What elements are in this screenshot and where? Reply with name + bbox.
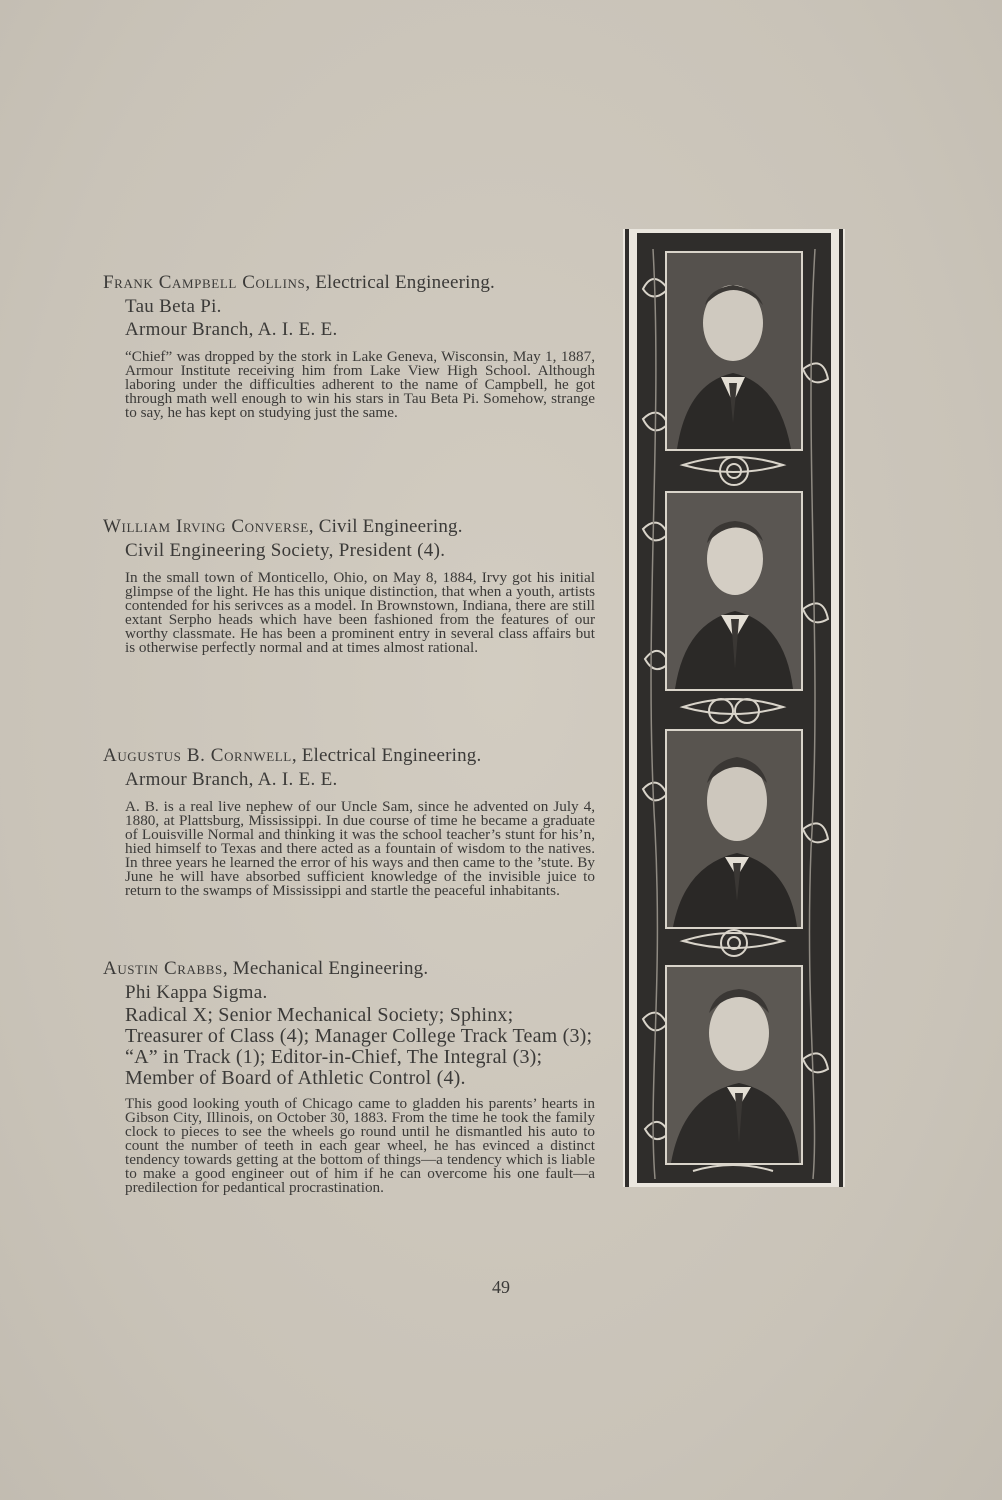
portrait-photo bbox=[665, 965, 803, 1165]
portrait-silhouette bbox=[667, 967, 801, 1163]
portrait-photo bbox=[665, 251, 803, 451]
entry-heading bbox=[103, 958, 595, 980]
department: , Mechanical Engineering. bbox=[222, 958, 429, 979]
portrait-silhouette bbox=[667, 253, 801, 449]
honor: Armour Branch, A. I. E. E. bbox=[125, 769, 338, 790]
entry-heading bbox=[103, 516, 595, 538]
portrait-photo bbox=[665, 729, 803, 929]
department: , Civil Engineering. bbox=[308, 516, 463, 537]
entry-austin-crabbs bbox=[103, 958, 595, 1195]
student-name: Frank Campbell Collins bbox=[103, 272, 306, 293]
entry-heading bbox=[103, 745, 595, 767]
honor: Civil Engineering Society, President (4). bbox=[125, 540, 446, 561]
student-name: Augustus B. Cornwell bbox=[103, 745, 292, 766]
honor: Phi Kappa Sigma. bbox=[125, 982, 268, 1003]
entry-william-converse bbox=[103, 516, 595, 655]
biography: This good looking youth of Chicago came to gladden his parents’ hearts in Gibson City, Illinois, on October 30, 1883. From the time he took the family clock to pieces to see the wheels go round until he dismantled his auto to count the number of teeth in each gear wheel, he has evinced a distinct tendency towards getting at the bottom of things—a tendency which is liable to make a good engineer out of him if he can overcome his one fault—a predilection for pedantical procrastination. bbox=[125, 1095, 595, 1196]
honor-list: Radical X; Senior Mechanical Society; Sphinx; Treasurer of Class (4); Manager College Track Team (3); “A” in Track (1); Editor-in-Chief, The Integral (3); Member of Board of Athletic Control (4). bbox=[125, 1004, 593, 1089]
entry-frank-collins bbox=[103, 272, 595, 420]
department: , Electrical Engineering. bbox=[305, 272, 495, 293]
honor: Armour Branch, A. I. E. E. bbox=[125, 319, 338, 340]
entry-augustus-cornwell bbox=[103, 745, 595, 898]
portrait-silhouette bbox=[667, 731, 801, 927]
portrait-silhouette bbox=[667, 493, 801, 689]
department: , Electrical Engineering. bbox=[291, 745, 482, 766]
biography: “Chief” was dropped by the stork in Lake Geneva, Wisconsin, May 1, 1887, Armour Institute receiving him from Lake View High School. Although laboring under the difficulties adherent to the name of Campbell, he got through math well enough to win his stars in Tau Beta Pi. Somehow, strange to say, he has kept on studying just the same. bbox=[125, 348, 595, 421]
entry-heading bbox=[103, 272, 595, 294]
portrait-strip bbox=[623, 229, 845, 1187]
portrait-photo bbox=[665, 491, 803, 691]
biography: A. B. is a real live nephew of our Uncle Sam, since he advented on July 4, 1880, at Plattsburg, Mississippi. In due course of time he became a graduate of Louisville Normal and thinking it was the school teacher’s stunt for his’n, hied himself to Texas and there acted as a fountain of wisdom to the natives. In three years he learned the error of his ways and then came to the ’stute. By June he will have absorbed sufficient knowledge of the invisible juice to return to the swamps of Mississippi and startle the peaceful inhabitants. bbox=[125, 798, 595, 899]
student-name: Austin Crabbs bbox=[103, 958, 223, 979]
biography: In the small town of Monticello, Ohio, on May 8, 1884, Irvy got his initial glimpse of the light. He has this unique distinction, that when a youth, artists contended for his serivces as a model. In Brownstown, Indiana, there are still extant Serpho heads which have been fashioned from the features of our worthy classmate. He has been a prominent entry in several class affairs but is otherwise perfectly normal and at times almost rational. bbox=[125, 569, 595, 656]
honor: Tau Beta Pi. bbox=[125, 296, 222, 317]
page-number: 49 bbox=[492, 1277, 510, 1297]
student-name: William Irving Converse bbox=[103, 516, 309, 537]
